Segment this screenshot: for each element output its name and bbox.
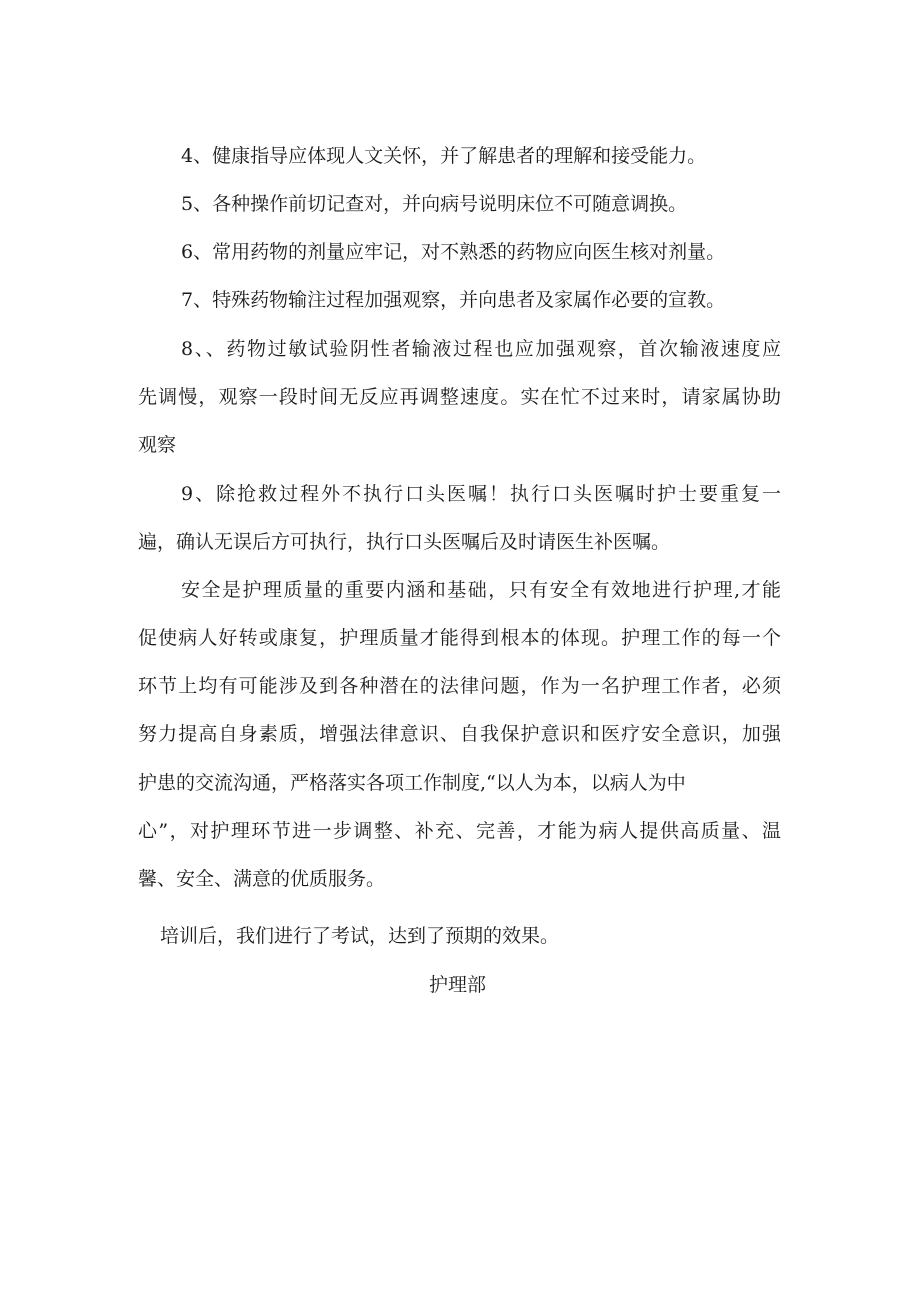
closing-sentence: 培训后，我们进行了考试，达到了预期的效果。 (160, 925, 560, 947)
summary-line-6: 心”，对护理环节进一步调整、补充、完善，才能为病人提供高质量、温 (138, 820, 781, 842)
item-9-line-1: 9、除抢救过程外不执行口头医嘱！执行口头医嘱时护士要重复一 (181, 483, 781, 505)
item-9-line-2: 遍，确认无误后方可执行，执行口头医嘱后及时请医生补医嘱。 (138, 531, 671, 553)
summary-line-2: 促使病人好转或康复，护理质量才能得到根本的体现。护理工作的每一个 (138, 627, 781, 649)
summary-line-5: 护患的交流沟通，严格落实各项工作制度,“以人为本，以病人为中 (138, 772, 686, 794)
item-8-line-3: 观察 (138, 434, 177, 456)
signature: 护理部 (429, 974, 487, 996)
item-6: 6、常用药物的剂量应牢记，对不熟悉的药物应向医生核对剂量。 (181, 241, 726, 263)
item-7: 7、特殊药物输注过程加强观察，并向患者及家属作必要的宣教。 (181, 289, 726, 311)
summary-line-3: 环节上均有可能涉及到各种潜在的法律问题，作为一名护理工作者，必须 (138, 675, 781, 697)
summary-line-4: 努力提高自身素质，增强法律意识、自我保护意识和医疗安全意识，加强 (138, 723, 781, 745)
item-8-line-2: 先调慢，观察一段时间无反应再调整速度。实在忙不过来时，请家属协助 (138, 386, 781, 408)
summary-line-7: 馨、安全、满意的优质服务。 (138, 868, 386, 890)
summary-line-1: 安全是护理质量的重要内涵和基础，只有安全有效地进行护理,才能 (181, 579, 781, 601)
item-5: 5、各种操作前切记查对，并向病号说明床位不可随意调换。 (181, 193, 688, 215)
item-8-line-1: 8、、药物过敏试验阴性者输液过程也应加强观察，首次输液速度应 (181, 338, 781, 360)
item-4: 4、健康指导应体现人文关怀，并了解患者的理解和接受能力。 (181, 145, 707, 167)
